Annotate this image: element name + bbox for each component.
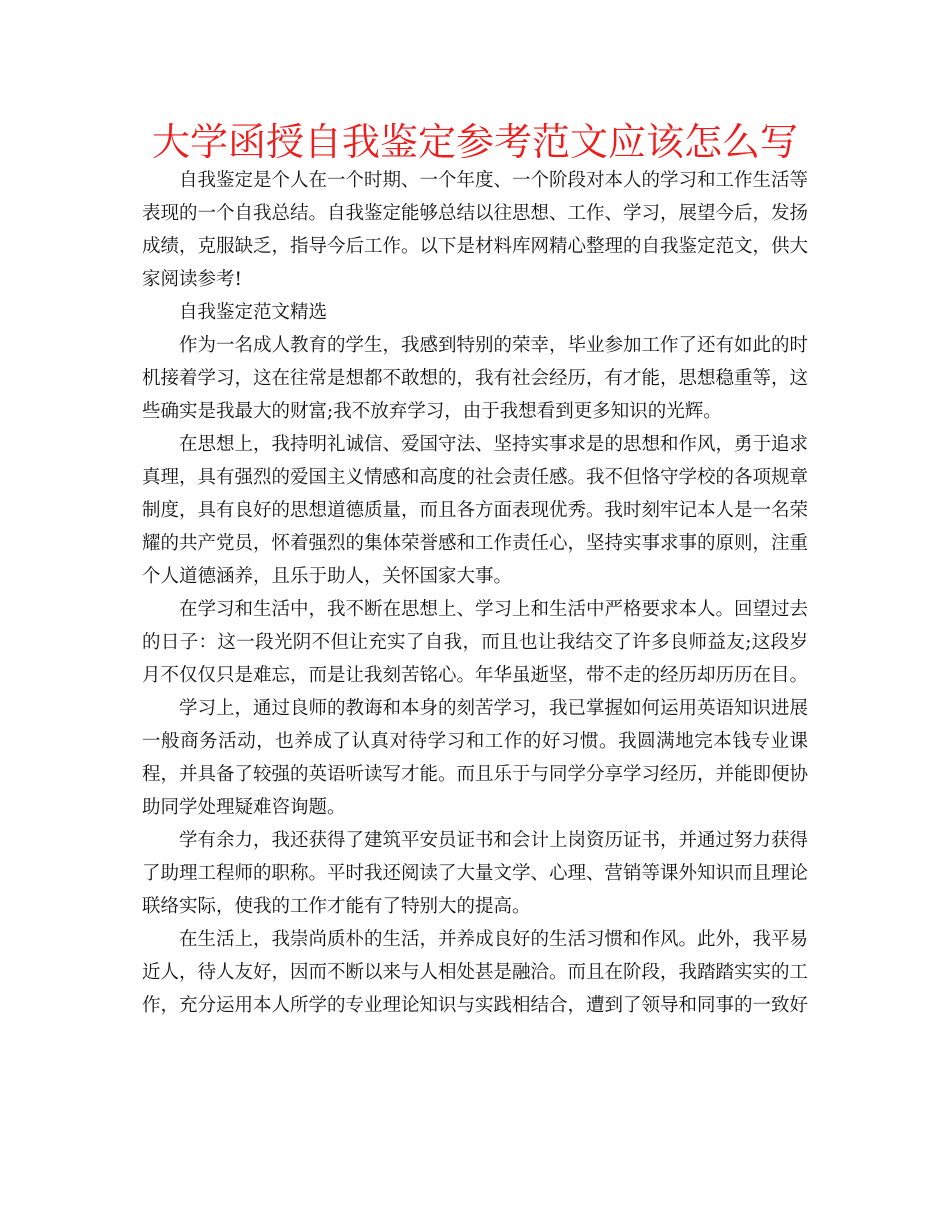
paragraph-daily-life: 在生活上，我崇尚质朴的生活，并养成良好的生活习惯和作风。此外，我平易近人，待人友好，因而不断以来与人相处甚是融洽。而且在阶段，我踏踏实实的工作，充分运用本人所学的专业理论知识与实践相结合，遭到了领导和同事的一致好 xyxy=(142,929,809,1016)
document-body xyxy=(142,164,808,1022)
paragraph-learning: 学习上，通过良师的教诲和本身的刻苦学习，我已掌握如何运用英语知识进展一般商务活动，也养成了认真对待学习和工作的好习惯。我圆满地完本钱专业课程，并具备了较强的英语听读写才能。而且乐于与同学分享学习经历，并能即便协助同学处理疑难咨询题。 xyxy=(142,698,809,818)
document-title: 大学函授自我鉴定参考范文应该怎么写 xyxy=(151,120,798,164)
paragraph-certificates: 学有余力，我还获得了建筑平安员证书和会计上岗资历证书，并通过努力获得了助理工程师的职称。平时我还阅读了大量文学、心理、营销等课外知识而且理论联络实际，使我的工作才能有了特别大的提高。 xyxy=(142,830,809,917)
paragraph-study-and-life: 在学习和生活中，我不断在思想上、学习上和生活中严格要求本人。回望过去的日子：这一段光阴不但让充实了自我，而且也让我结交了许多良师益友;这段岁月不仅仅只是难忘，而是让我刻苦铭心。年华虽逝坚，带不走的经历却历历在目。 xyxy=(142,599,809,686)
section-heading: 自我鉴定范文精选 xyxy=(179,302,328,323)
paragraph-adult-education: 作为一名成人教育的学生，我感到特别的荣幸，毕业参加工作了还有如此的时机接着学习，这在往常是想都不敢想的，我有社会经历，有才能，思想稳重等，这些确实是我最大的财富;我不放弃学习，由于我想看到更多知识的光辉。 xyxy=(142,335,809,422)
paragraph-ideology: 在思想上，我持明礼诚信、爱国守法、坚持实事求是的思想和作风，勇于追求真理，具有强烈的爱国主义情感和高度的社会责任感。我不但恪守学校的各项规章制度，具有良好的思想道德质量，而且各方面表现优秀。我时刻牢记本人是一名荣耀的共产党员，怀着强烈的集体荣誉感和工作责任心，坚持实事求事的原则，注重个人道德涵养，且乐于助人，关怀国家大事。 xyxy=(142,434,809,587)
paragraph-intro: 自我鉴定是个人在一个时期、一个年度、一个阶段对本人的学习和工作生活等表现的一个自我总结。自我鉴定能够总结以往思想、工作、学习，展望今后，发扬成绩，克服缺乏，指导今后工作。以下是材料库网精心整理的自我鉴定范文，供大家阅读参考! xyxy=(142,170,809,290)
